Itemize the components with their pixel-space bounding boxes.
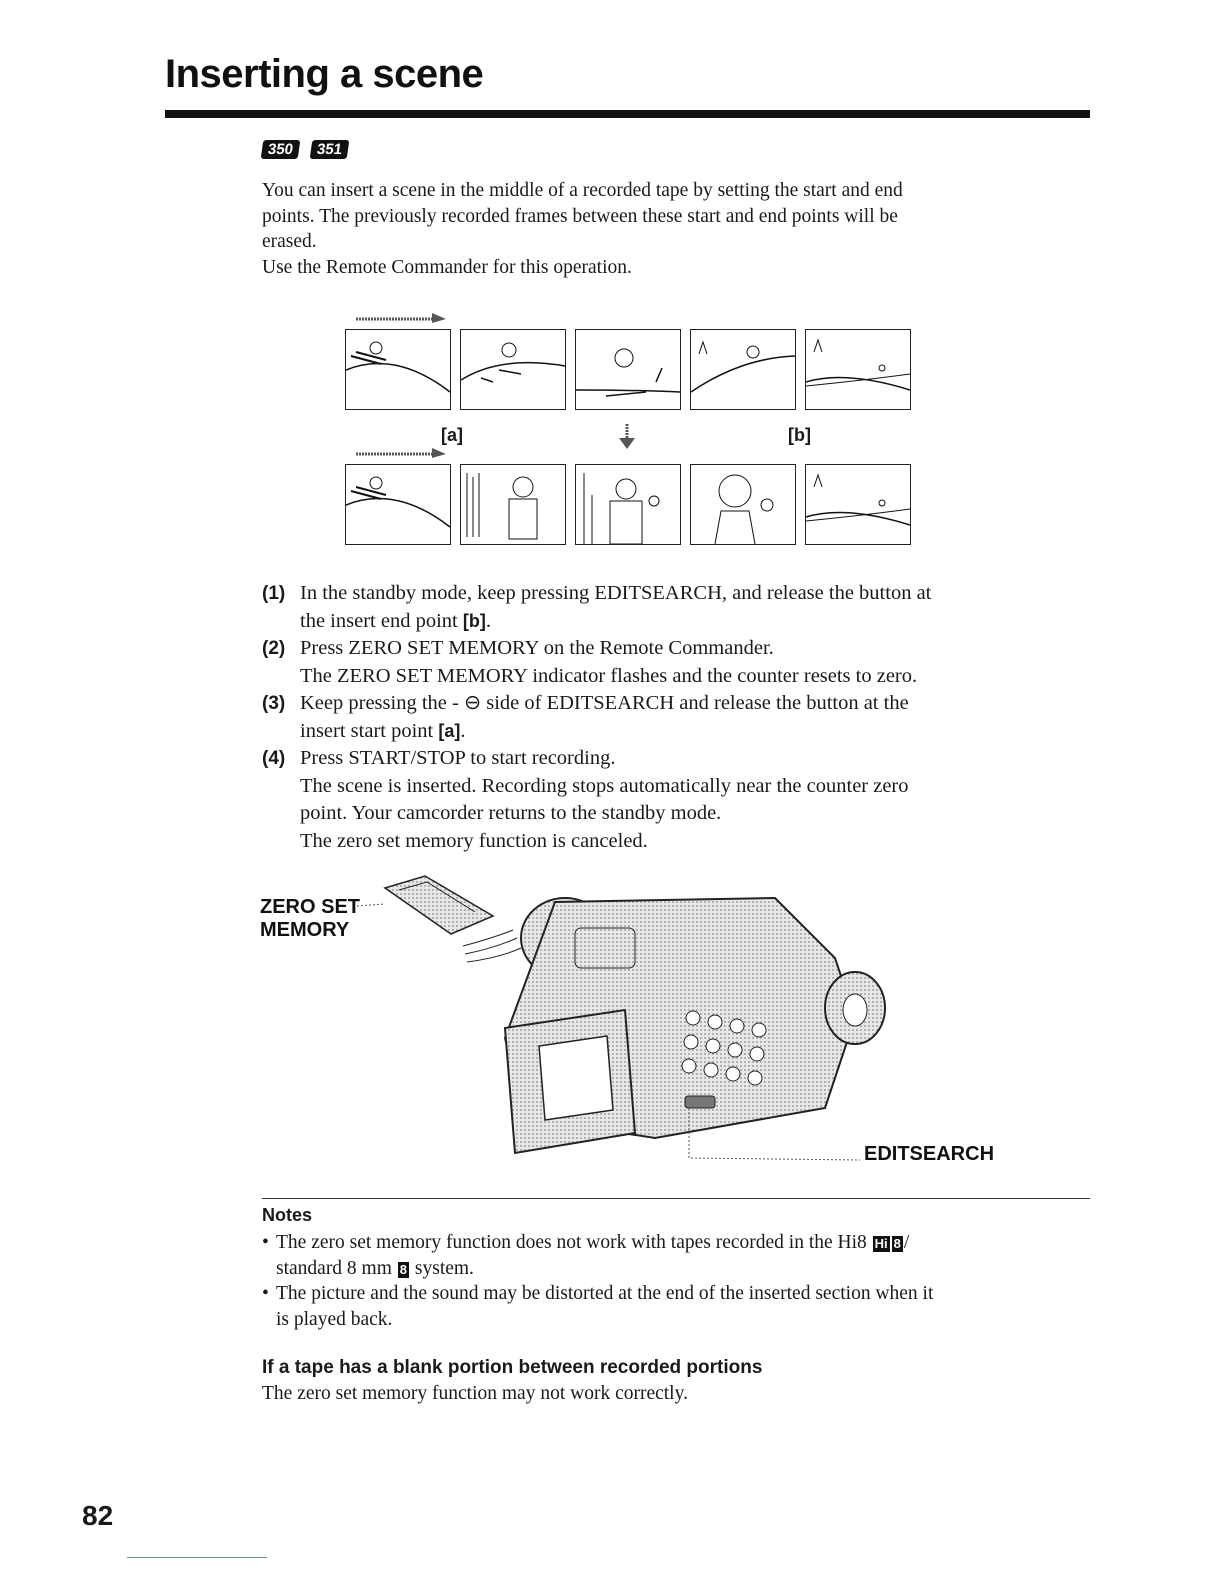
note-item: • The zero set memory function does not work with tapes recorded in the Hi8 Hi 8 / standard 8 mm 8 system. — [262, 1230, 1082, 1281]
step-text: Keep pressing the - ⊖ side of EDITSEARCH and release the button at the — [300, 692, 909, 714]
procedure-steps — [262, 580, 1082, 855]
notes-list — [262, 1230, 1082, 1332]
frame-inserted-2 — [460, 464, 566, 545]
frame-skier-3 — [575, 329, 681, 410]
step-1 — [262, 580, 1082, 635]
step-3 — [262, 690, 1082, 745]
end-point-ref: [b] — [462, 610, 486, 631]
frame-skier-1 — [345, 329, 451, 410]
page-number: 82 — [82, 1500, 114, 1531]
step-text: Press ZERO SET MEMORY on the Remote Commander. — [300, 637, 774, 659]
frame-inserted-3 — [575, 464, 681, 545]
frame-skier-4 — [690, 329, 796, 410]
model-badges — [262, 140, 348, 159]
intro-line: You can insert a scene in the middle of a recorded tape by setting the start and end — [262, 180, 903, 201]
insert-start-marker: [a] — [441, 425, 463, 445]
note-item: • The picture and the sound may be distorted at the end of the inserted section when it is played back. — [262, 1281, 1082, 1332]
step-text: insert start point [a]. — [300, 719, 466, 742]
footer-line — [127, 1557, 267, 1558]
frames-original-row — [345, 329, 911, 411]
frames-inserted-row — [345, 464, 911, 546]
subsection-heading: If a tape has a blank portion between recorded portions — [262, 1357, 763, 1378]
tape-direction-arrow-top — [356, 310, 448, 324]
frame-skier-2 — [460, 329, 566, 410]
intro-line: points. The previously recorded frames between these start and end points will be — [262, 205, 898, 227]
start-point-ref: [a] — [438, 720, 461, 741]
notes-heading: Notes — [262, 1205, 313, 1225]
step-text: The ZERO SET MEMORY indicator flashes and the counter resets to zero. — [300, 664, 918, 687]
step-text: In the standby mode, keep pressing EDITSEARCH, and release the button at — [300, 582, 932, 604]
step-2 — [262, 635, 1082, 690]
down-arrow-icon — [616, 424, 638, 450]
notes-divider — [262, 1198, 1090, 1199]
step-4 — [262, 745, 1082, 855]
frame-inserted-4 — [690, 464, 796, 545]
step-text: point. Your camcorder returns to the standby mode. — [300, 802, 722, 824]
step-text: Press START/STOP to start recording. — [300, 747, 616, 769]
editsearch-callout: EDITSEARCH — [864, 1143, 995, 1165]
step-number: (2) — [262, 638, 286, 659]
hi8-logo-icon: Hi — [874, 1236, 888, 1251]
step-text: The scene is inserted. Recording stops automatically near the counter zero — [300, 774, 909, 797]
lcd-panel — [505, 1010, 635, 1153]
intro-line: erased. — [262, 231, 317, 252]
step-number: (3) — [262, 693, 286, 714]
frame-inserted-5 — [805, 464, 911, 545]
remote-commander — [385, 876, 493, 934]
standard8-logo-icon: 8 — [399, 1261, 408, 1277]
zero-set-memory-callout: ZERO SET MEMORY — [260, 896, 361, 941]
frame-inserted-1 — [345, 464, 451, 545]
subsection-text: The zero set memory function may not work correctly. — [262, 1383, 688, 1404]
step-text: the insert end point [b]. — [300, 609, 491, 632]
insert-end-marker: [b] — [788, 425, 811, 445]
model-badge-350: 350 — [261, 140, 301, 159]
model-badge-351: 351 — [310, 140, 350, 159]
page-title: Inserting a scene — [165, 52, 484, 96]
tape-direction-arrow-bottom — [356, 445, 448, 459]
camcorder-illustration — [355, 868, 895, 1168]
title-rule — [165, 110, 1090, 118]
step-text: The zero set memory function is canceled. — [300, 829, 648, 852]
frame-skier-5 — [805, 329, 911, 410]
intro-text — [262, 178, 1062, 280]
hi8-8-icon: 8 — [893, 1236, 901, 1251]
step-number: (1) — [262, 583, 286, 604]
intro-line: Use the Remote Commander for this operation. — [262, 256, 632, 278]
step-number: (4) — [262, 748, 286, 769]
